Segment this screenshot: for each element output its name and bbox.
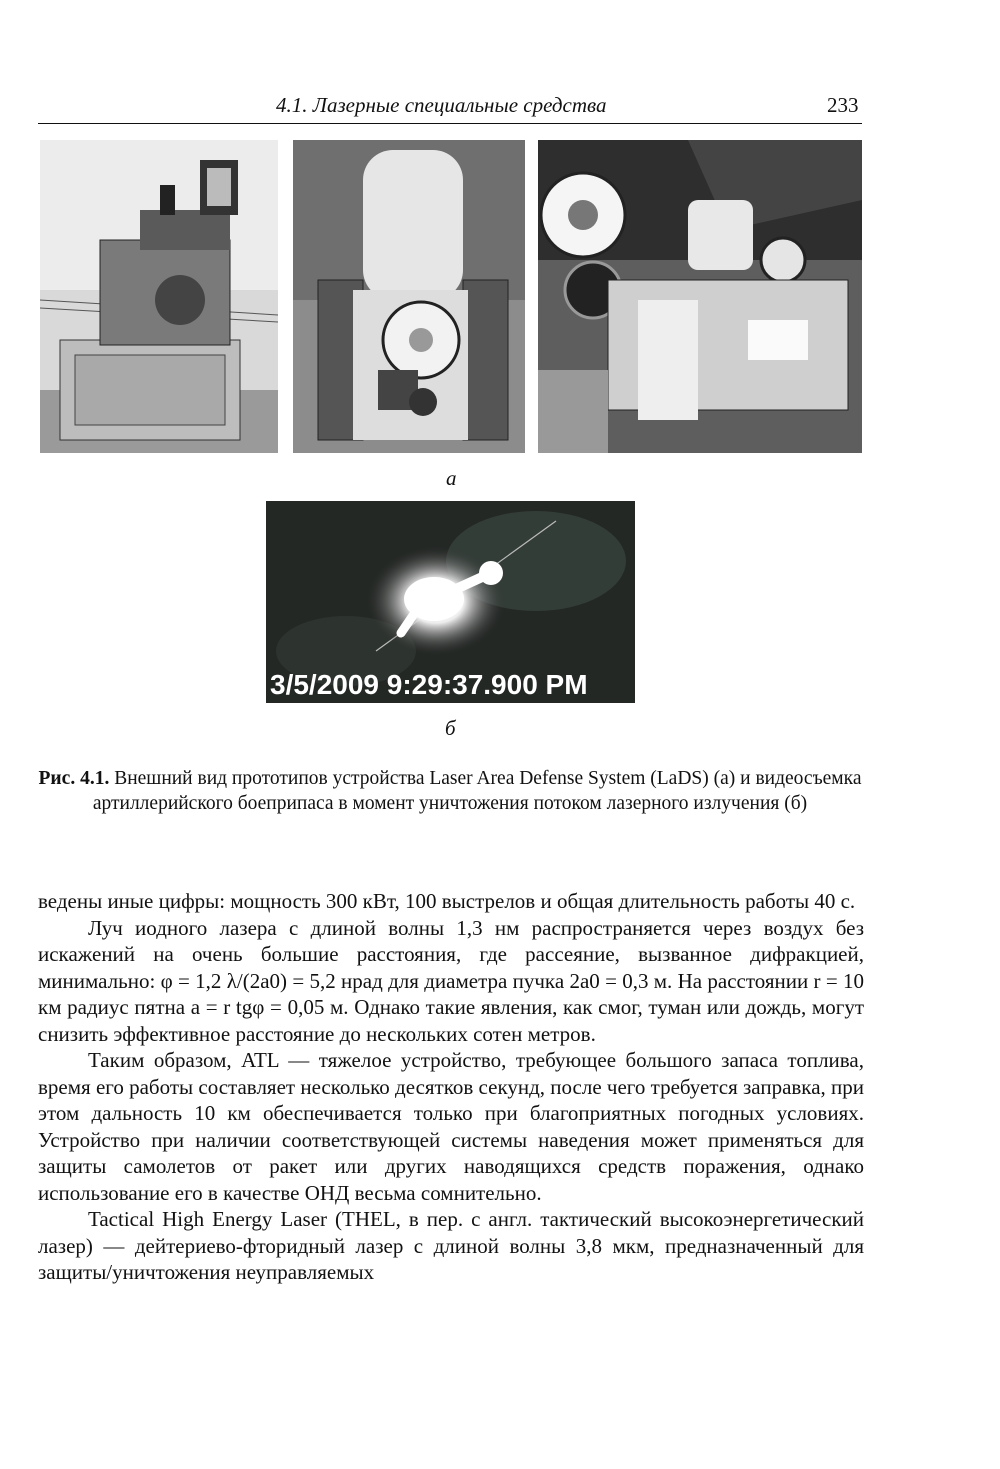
- figure-caption: [38, 766, 862, 816]
- photo-lads-prototype-3: [538, 140, 862, 453]
- subfigure-label-b: б: [445, 716, 456, 740]
- paragraph-1: ведены иные цифры: мощность 300 кВт, 100 выстрелов и общая длительность работы 40 с.: [38, 889, 856, 913]
- photo-lads-prototype-2: [293, 140, 525, 453]
- video-timestamp: 3/5/2009 9:29:37.900 PM: [270, 669, 588, 700]
- photo-shell-destruction: [266, 501, 635, 703]
- photo-lads-prototype-1: [40, 140, 278, 453]
- body-text: [38, 888, 864, 1286]
- page-number: 233: [827, 93, 859, 117]
- header-rule: [38, 123, 862, 124]
- caption-label: Рис. 4.1.: [38, 768, 110, 789]
- paragraph-2: Луч иодного лазера с длиной волны 1,3 нм распространяется через воздух без искажений на очень большие расстояния, где рассеяние, вызванное дифракцией, минимально: φ = 1,2 λ/(2a0) = 5,2 нрад для диаметра пучка 2a0 = 0,3 м. На расстоянии r = 10 км радиус пятна a = r tgφ = 0,05 м. Однако такие явления, как смог, туман или дождь, могут снизить эффективное расстояние до нескольких сотен метров.: [38, 915, 864, 1046]
- subfigure-label-a: а: [446, 466, 457, 490]
- paragraph-4: Tactical High Energy Laser (THEL, в пер. с англ. тактический высокоэнергетический лазер) — дейтериево-фторидный лазер с длиной волны 3,8 мкм, предназначенный для защиты/уничтожения неуправляемых: [38, 1207, 864, 1284]
- header-title: 4.1. Лазерные специальные средства: [276, 93, 607, 117]
- paragraph-3: Таким образом, ATL — тяжелое устройство, требующее большого запаса топлива, время его работы составляет несколько десятков секунд, после чего требуется заправка, при этом дальность 10 км обеспечивается только при благоприятных погодных условиях. Устройство при наличии соответствующей системы наведения может применяться для защиты самолетов от ракет или других наводящихся средств поражения, однако использование его в качестве ОНД весьма сомнительно.: [38, 1048, 864, 1205]
- caption-text: Внешний вид прототипов устройства Laser Area Defense System (LaDS) (а) и видеосъемка артиллерийского боеприпаса в момент уничтожения потоком лазерного излучения (б): [92, 768, 862, 814]
